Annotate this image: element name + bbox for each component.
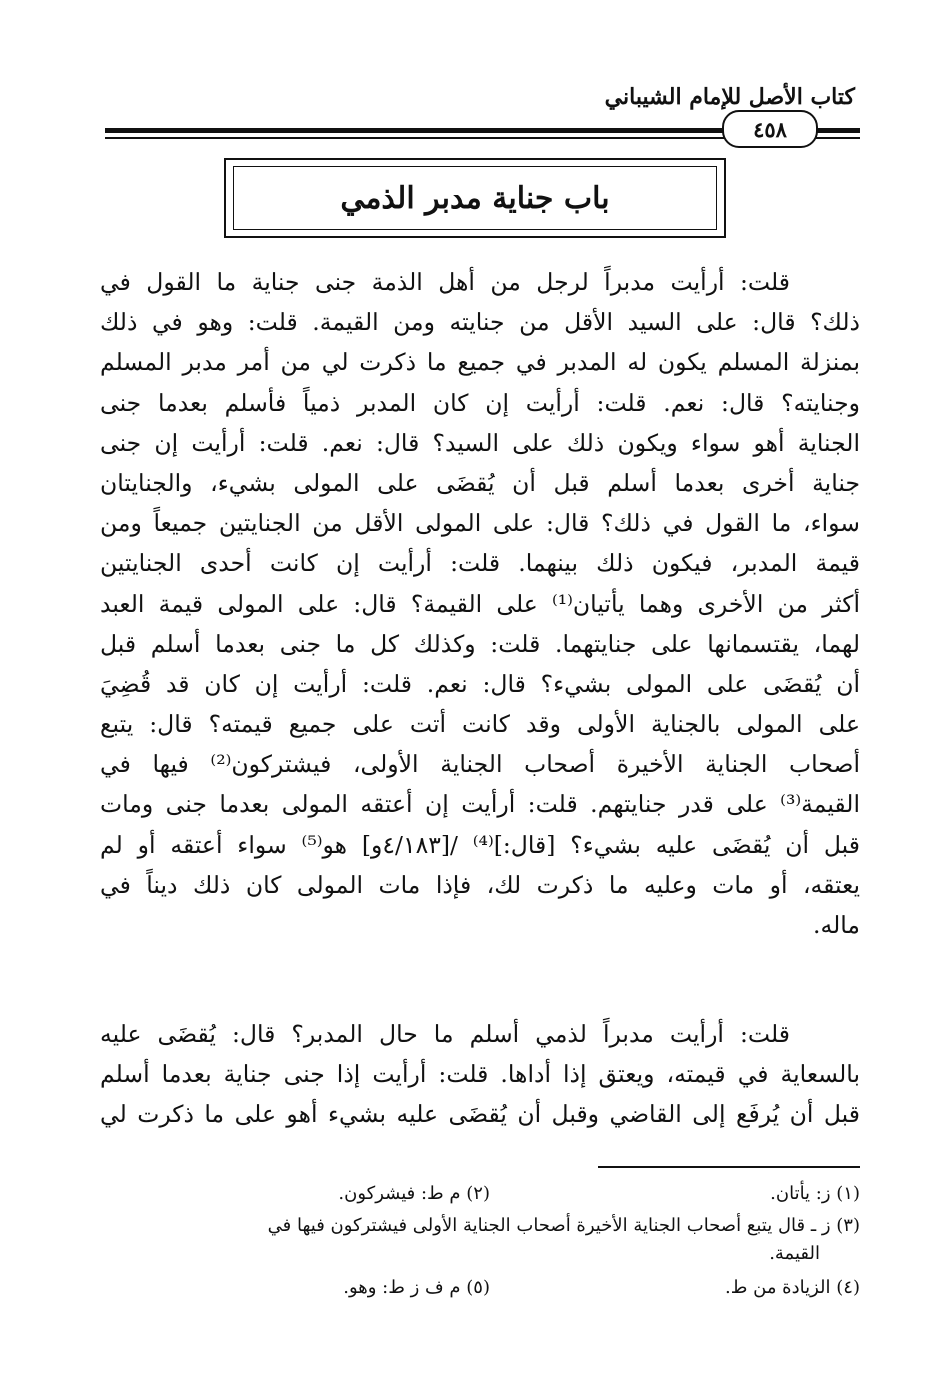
footnote-4: (٤) الزيادة من ط. [725, 1277, 860, 1298]
text-line: أن يُقضَى على المولى بشيء؟ قال: نعم. قلت: أرأيت إن كان قد قُضِيَ [100, 669, 860, 698]
chapter-frame [233, 166, 717, 230]
footnote-row [100, 1274, 860, 1306]
chapter-title: باب جناية مدبر الذمي [340, 180, 610, 216]
footnote-3-line-2: القيمة. [769, 1243, 820, 1264]
text-line: قلت: أرأيت مدبراً لذمي أسلم ما حال المدبر؟ قال: يُقضَى عليه [100, 1020, 790, 1048]
footnote-5: (٥) م ف ز ط: وهو. [343, 1277, 490, 1298]
text-line: أكثر من الأخرى وهما يأتيان⁽¹⁾ على القيمة؟ قال: على المولى قيمة العبد [100, 589, 860, 618]
text-line: قيمة المدبر، فيكون ذلك بينهما. قلت: أرأيت إن كانت أحدى الجنايتين [100, 549, 860, 578]
paragraph-1 [100, 262, 860, 945]
text-line: قبل أن يُقضَى عليه بشيء؟ [قال:]⁽⁴⁾ /[٤/١٨٣و] هو⁽⁵⁾ سواء أعتقه أو لم [100, 830, 860, 859]
running-header-title: كتاب الأصل للإمام الشيباني [604, 84, 855, 110]
footnote-row [100, 1180, 860, 1212]
text-line: بالسعاية في قيمته، ويعتق إذا أداها. قلت: أرأيت إذا جنى جناية بعدما أسلم [100, 1060, 860, 1089]
text-line: على المولى بالجناية الأولى وقد كانت أتت على جميع قيمته؟ قال: يتبع [100, 710, 860, 739]
text-line: ماله. [813, 911, 860, 939]
text-line: القيمة⁽³⁾ على قدر جنايتهم. قلت: أرأيت إن أعتقه المولى بعدما جنى ومات [100, 790, 860, 819]
page-number: ٤٥٨ [722, 110, 818, 148]
footnote-3 [100, 1212, 860, 1268]
text-line: ذلك؟ قال: على السيد الأقل من جنايته ومن القيمة. قلت: وهو في ذلك [100, 308, 860, 337]
footnote-1: (١) ز: يأتان. [770, 1183, 860, 1204]
footnote-divider [598, 1166, 860, 1168]
text-line: وجنايته؟ قال: نعم. قلت: أرأيت إن كان المدبر ذمياً فأسلم بعدما جنى [100, 388, 860, 417]
text-line: قبل أن يُرفَع إلى القاضي وقبل أن يُقضَى عليه بشيء أهو على ما ذكرت لي [100, 1100, 860, 1129]
text-line: لهما، يقتسمانها على جنايتهما. قلت: وكذلك كل ما جنى بعدما أسلم قبل [100, 629, 860, 658]
text-line: جناية أخرى بعدما أسلم قبل أن يُقضَى على المولى بشيء، والجنايتان [100, 468, 860, 497]
text-line: قلت: أرأيت مدبراً لرجل من أهل الذمة جنى جناية ما القول في [100, 268, 790, 296]
paragraph-2 [100, 1014, 860, 1135]
footnote-3-line-1: (٣) ز ـ قال يتبع أصحاب الجناية الأخيرة أصحاب الجناية الأولى فيشتركون فيها في [267, 1215, 860, 1236]
text-line: الجناية أهو سواء ويكون ذلك على السيد؟ قال: نعم. قلت: أرأيت إن جنى [100, 428, 860, 457]
footnotes [100, 1180, 860, 1306]
text-line: أصحاب الجناية الأخيرة أصحاب الجناية الأولى، فيشتركون⁽²⁾ فيها في [100, 750, 860, 779]
footnote-2: (٢) م ط: فيشركون. [338, 1183, 490, 1204]
text-line: بمنزلة المسلم يكون له المدبر في جميع ما ذكرت لي من أمر مدبر المسلم [100, 348, 860, 377]
text-line: يعتقه، أو مات وعليه ما ذكرت لك، فإذا مات المولى كان ذلك ديناً في [100, 870, 860, 899]
text-line: سواء، ما القول في ذلك؟ قال: على المولى الأقل من الجنايتين جميعاً ومن [100, 509, 860, 538]
